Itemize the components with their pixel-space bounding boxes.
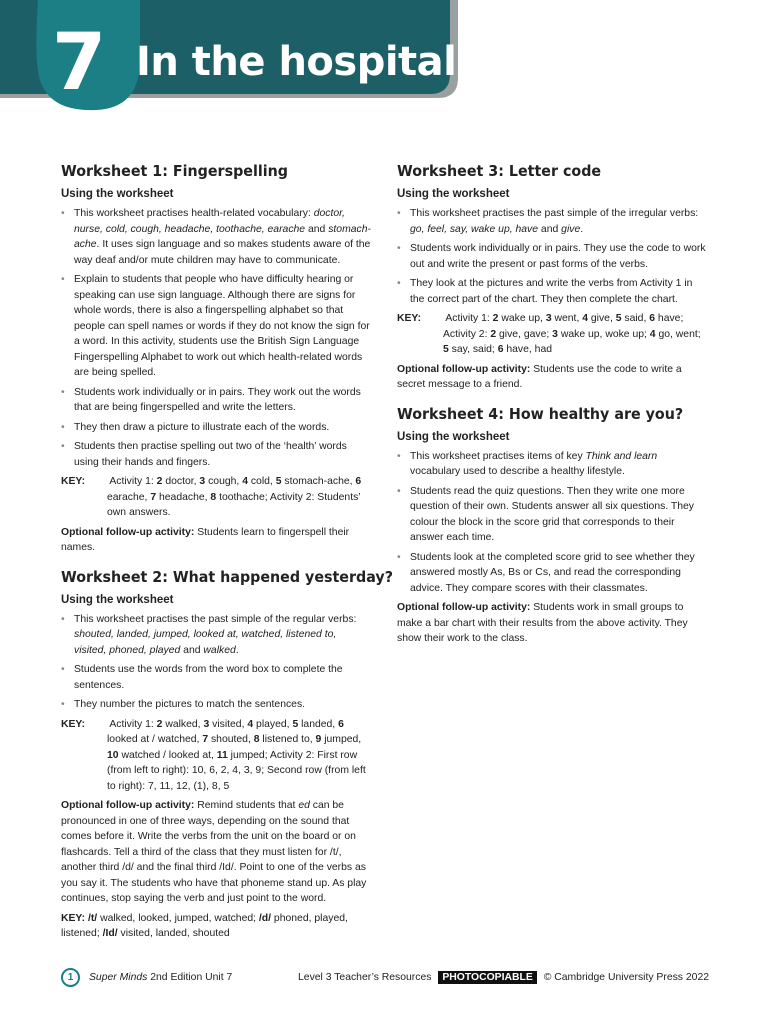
list-item: • Students look at the completed score grid to see whether they answered mostly As, Bs or Cs, and read the corresponding advice. They compare scores with their classmates.	[397, 550, 709, 597]
worksheet1-section	[61, 162, 371, 556]
list-item: • This worksheet practises items of key Think and learn vocabulary used to describe a healthy lifestyle.	[397, 449, 709, 480]
unit-number: 7	[52, 18, 107, 108]
worksheet1-subheading: Using the worksheet	[61, 188, 174, 200]
worksheet4-section	[397, 405, 709, 647]
list-item: • This worksheet practises the past simple of the regular verbs: shouted, landed, jumped, looked at, watched, listened to, visited, phoned, played and walked.	[61, 612, 371, 659]
photocopiable-badge: PHOTOCOPIABLE	[438, 971, 536, 984]
worksheet2-subheading: Using the worksheet	[61, 593, 174, 606]
worksheet2-section	[61, 567, 393, 942]
footer-level: Level 3 Teacher’s Resources	[298, 972, 432, 983]
page-title: In the hospital	[136, 39, 457, 85]
worksheet3-subheading: Using the worksheet	[397, 188, 510, 200]
list-item: • This worksheet practises the past simple of the irregular verbs: go, feel, say, wake up, have and give.	[397, 206, 709, 237]
page-footer	[61, 966, 709, 990]
worksheet4-optional: Optional follow-up activity: Students work in small groups to make a bar chart with their results from the above activity. They show their work to the class.	[397, 602, 688, 644]
list-item: • Students work individually or in pairs. They use the code to work out and write the present or past forms of the verbs.	[397, 241, 709, 272]
worksheet4-subheading: Using the worksheet	[397, 430, 510, 443]
worksheet4-bullets	[397, 449, 709, 597]
list-item: • They number the pictures to match the sentences.	[61, 697, 371, 713]
worksheet3-key: KEY: Activity 1: 2 wake up, 3 went, 4 give, 5 said, 6 have; Activity 2: 2 give, gave; 3 wake up, woke up; 4 go, went; 5 say, said; 6 have, had	[397, 313, 701, 355]
footer-credits	[298, 972, 709, 983]
worksheet3-heading: Worksheet 3: Letter code	[397, 162, 602, 180]
worksheet2-key: KEY: Activity 1: 2 walked, 3 visited, 4 played, 5 landed, 6 looked at / watched, 7 shouted, 8 listened to, 9 jumped, 10 watched / looked at, 11 jumped; Activity 2: First row (from left to right): 10, 6, 2, 4, 3, 9; Second row (from left to right): 7, 11, 12, (1), 8, 5	[61, 718, 366, 792]
worksheet3-section	[397, 162, 709, 393]
worksheet2-bullets	[61, 612, 371, 713]
left-column	[61, 162, 393, 954]
list-item: • They look at the pictures and write the verbs from Activity 1 in the correct part of the chart. They then complete the chart.	[397, 276, 709, 307]
list-item: • Students then practise spelling out two of the ‘health’ words using their hands and fingers.	[61, 439, 371, 470]
list-item: • They then draw a picture to illustrate each of the words.	[61, 420, 371, 436]
list-item: • Students work individually or in pairs. They work out the words that are being fingerspelled and write the letters.	[61, 385, 371, 416]
page-number: 1	[61, 968, 80, 987]
list-item: • Explain to students that people who have difficulty hearing or speaking can use sign language. Although there are signs for whole words, there is also a fingerspelling alphabet so that people can spell names or words if they do not know the sign for a word. In this activity, students use the British Sign Language Fingerspelling Alphabet to work out which health-related words are being spelled.	[61, 272, 371, 381]
footer-copyright: © Cambridge University Press 2022	[543, 972, 709, 983]
list-item: • This worksheet practises health-related vocabulary: doctor, nurse, cold, cough, headache, toothache, earache and stomach-ache. It uses sign language and so makes students aware of the way deaf and/or mute children may have to communicate.	[61, 206, 371, 268]
header-banner	[0, 0, 458, 110]
worksheet2-optional: Optional follow-up activity: Remind students that ed can be pronounced in one of three ways, depending on the sound that comes before it. Write the verbs from the unit on the board or on flashcards. Tell a third of the class that they must listen for /t/, another third /d/ and the final third /Id/. Point to one of the verbs as you say it. The students who have that phoneme stand up. As play continues, stop saying the verb and just point to the word.	[61, 800, 367, 904]
worksheet1-key: KEY: Activity 1: 2 doctor, 3 cough, 4 cold, 5 stomach-ache, 6 earache, 7 headache, 8 toothache; Activity 2: Students’ own answers.	[61, 476, 362, 518]
right-column	[397, 162, 709, 659]
footer-book-title: Super Minds 2nd Edition Unit 7	[89, 972, 233, 983]
worksheet3-optional: Optional follow-up activity: Students use the code to write a secret message to a friend.	[397, 363, 682, 390]
list-item: • Students use the words from the word box to complete the sentences.	[61, 662, 371, 693]
worksheet1-heading: Worksheet 1: Fingerspelling	[61, 162, 288, 180]
worksheet1-bullets	[61, 206, 371, 470]
worksheet1-optional: Optional follow-up activity: Students learn to fingerspell their names.	[61, 526, 350, 553]
worksheet2-key2: KEY: /t/ walked, looked, jumped, watched; /d/ phoned, played, listened; /Id/ visited, landed, shouted	[61, 912, 348, 939]
worksheet3-bullets	[397, 206, 709, 307]
list-item: • Students read the quiz questions. Then they write one more question of their own. Students answer all six questions. They colour the block in the score grid that corresponds to their answer each time.	[397, 484, 709, 546]
worksheet4-heading: Worksheet 4: How healthy are you?	[397, 404, 684, 423]
worksheet2-heading: Worksheet 2: What happened yesterday?	[61, 567, 393, 586]
